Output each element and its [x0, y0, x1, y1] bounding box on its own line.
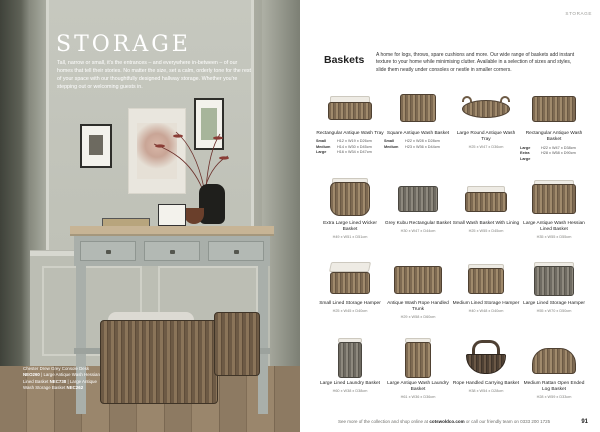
product-dimensions: H61 x W36 x D36cm — [400, 395, 436, 400]
basket-body — [405, 342, 431, 378]
product-dimensions: H30 x W47 x D44cm — [400, 228, 436, 233]
basket-body — [394, 266, 442, 294]
size-row — [316, 150, 384, 156]
product-name: Rectangular Antique Wash Basket — [525, 131, 583, 143]
size-row — [520, 151, 588, 162]
product-card[interactable] — [316, 86, 384, 156]
product-card[interactable] — [452, 256, 520, 314]
product-card[interactable] — [384, 336, 452, 401]
footer-text: See more of the collection and shop online at — [338, 419, 429, 424]
product-card[interactable] — [520, 86, 588, 162]
caption-item: Large Antique Wash Storage Basket — [23, 378, 97, 391]
drawer — [144, 241, 200, 261]
wicker-basket — [214, 312, 260, 376]
product-image — [526, 336, 582, 378]
product-dimensions: H40 x W48 x D40cm — [468, 308, 504, 313]
console-table-top — [70, 226, 274, 236]
product-dimensions: H25 x W47 x D36cm — [468, 145, 504, 150]
product-image — [322, 86, 378, 128]
product-name: Medium Rattan Open Ended Log Basket — [523, 381, 585, 393]
caption-code: NEC738 — [49, 378, 67, 384]
basket-handle — [462, 96, 472, 102]
picture-frame — [80, 124, 112, 168]
small-photo-frame — [158, 204, 186, 226]
caption-item: Large Antique Wash Hessian Lined Basket — [23, 372, 100, 384]
product-image — [458, 256, 514, 298]
console-table-drawers — [74, 236, 270, 266]
product-card[interactable] — [316, 256, 384, 314]
product-name: Large Antique Wash Laundry Basket — [387, 381, 449, 393]
size-value: H16 x W34 x D47cm — [337, 150, 372, 155]
page-footer — [338, 419, 550, 424]
product-dimensions: H25 x W45 x D40cm — [332, 308, 368, 313]
basket-body — [534, 266, 574, 296]
wicker-basket-large — [100, 320, 218, 404]
caption-separator: | — [41, 372, 43, 378]
size-row — [384, 145, 452, 151]
size-value: H28 x W58 x D90cm — [541, 151, 576, 156]
basket-body — [398, 186, 438, 212]
size-label: Medium — [316, 144, 331, 149]
product-image — [526, 256, 582, 298]
size-label: Large — [316, 150, 327, 155]
product-card[interactable] — [520, 176, 588, 241]
product-card[interactable] — [384, 256, 452, 321]
size-label: Large — [520, 145, 531, 150]
drawer — [208, 241, 264, 261]
product-card[interactable] — [520, 336, 588, 401]
section-description: A home for logs, throws, spare cushions and more. Our wide range of baskets add instant texture to your home while minimising clutter. Available in a selection of sizes and styles, slide them neatly under consoles or nestle in smaller corners. — [376, 52, 575, 73]
caption-code: NEC262 — [66, 385, 84, 391]
caption-code: NEO260 — [23, 372, 40, 378]
product-name: Rope Handled Carrying Basket — [452, 381, 520, 386]
dried-stems-decor — [150, 130, 230, 190]
product-name: Square Antique Wash Basket — [386, 131, 450, 136]
basket-body — [465, 192, 507, 212]
product-name: Extra Large Lined Wicker Basket — [323, 221, 377, 233]
product-dimensions: H49 x W51 x D51cm — [332, 235, 368, 240]
product-card[interactable] — [316, 176, 384, 241]
size-label: Small — [384, 139, 395, 144]
product-image — [322, 256, 378, 298]
product-dimensions: H38 x W54 x D28cm — [468, 388, 504, 393]
product-dimensions: H25 x W55 x D45cm — [468, 228, 504, 233]
product-dimensions: H28 x W59 x D33cm — [536, 395, 572, 400]
basket-body — [328, 102, 372, 120]
size-table — [316, 139, 384, 156]
basket-body — [338, 342, 362, 378]
product-image — [526, 176, 582, 218]
product-name: Rectangular Antique Wash Tray — [316, 131, 384, 136]
basket-body — [330, 182, 370, 216]
size-label: Extra Large — [520, 151, 531, 161]
product-image — [322, 176, 378, 218]
footer-phone-text: or call our friendly team on 0333 200 1725 — [465, 419, 551, 424]
size-label: Medium — [384, 144, 399, 149]
page-title: STORAGE — [56, 32, 191, 57]
size-table — [384, 139, 452, 150]
product-name: Small Lined Storage Hamper — [319, 301, 381, 306]
basket-body — [532, 184, 576, 214]
product-image — [322, 336, 378, 378]
page-number: 91 — [581, 419, 588, 425]
product-card[interactable] — [452, 86, 520, 151]
product-card[interactable] — [520, 256, 588, 314]
product-name: Large Antique Wash Hessian Lined Basket — [523, 221, 585, 233]
product-name: Small Wash Basket With Lining — [452, 221, 520, 226]
product-card[interactable] — [452, 336, 520, 394]
product-image — [458, 176, 514, 218]
product-image — [390, 86, 446, 128]
product-image — [390, 336, 446, 378]
basket-body — [466, 354, 506, 374]
product-dimensions: H35 x W55 x D55cm — [536, 235, 572, 240]
size-value: H23 x W36 x D44cm — [405, 144, 440, 149]
product-name: Antique Wash Rope Handled Trunk — [387, 301, 449, 313]
product-dimensions: H29 x W58 x D60cm — [400, 315, 436, 320]
product-image — [458, 336, 514, 378]
product-name: Grey Kubu Rectangular Basket — [384, 221, 452, 226]
caption-item: Chester Drew Grey Console Desk — [23, 366, 90, 371]
basket-body — [400, 94, 436, 122]
product-image — [390, 256, 446, 298]
drawer — [80, 241, 136, 261]
basket-body — [532, 348, 576, 374]
product-name: Large Lined Storage Hamper — [523, 301, 585, 306]
size-value: H12 x W19 x D26cm — [337, 139, 372, 144]
basket-lid — [329, 262, 371, 272]
footer-link[interactable]: cotswoldco.com — [429, 419, 465, 424]
size-value: H22 x W28 x D28cm — [405, 139, 440, 144]
photo-caption — [23, 366, 105, 392]
basket-handle — [500, 96, 510, 102]
size-label: Small — [316, 139, 327, 144]
basket-body — [532, 96, 576, 122]
product-card[interactable] — [384, 86, 452, 150]
section-title: Baskets — [324, 54, 365, 66]
basket-body — [468, 268, 504, 294]
product-card[interactable] — [384, 176, 452, 234]
product-name: Large Round Antique Wash Tray — [456, 131, 516, 143]
product-grid — [314, 86, 586, 404]
product-card[interactable] — [452, 176, 520, 234]
product-image — [390, 176, 446, 218]
size-value: H22 x W47 x D38cm — [541, 145, 576, 150]
caption-separator: | — [67, 378, 69, 384]
product-card[interactable] — [316, 336, 384, 394]
size-value: H14 x W30 x D45cm — [337, 144, 372, 149]
product-dimensions: H55 x W70 x D50cm — [536, 308, 572, 313]
intro-paragraph: Tall, narrow or small, it's the entrances – and everywhere in-between – of our homes that tell their stories. No matter the size, set a calm, orderly tone for the rest of your space with our thoughtfully designed hallway storage. Whether you're stepping out or welcoming guests in. — [57, 60, 252, 90]
product-name: Medium Lined Storage Hamper — [452, 301, 520, 306]
basket-body — [462, 100, 510, 118]
table-leg — [76, 266, 86, 414]
basket-body — [330, 272, 370, 294]
product-name: Large Lined Laundry Basket — [319, 381, 380, 386]
product-image — [458, 86, 514, 128]
size-table — [520, 146, 588, 163]
product-image — [526, 86, 582, 128]
catalog-page — [300, 0, 600, 432]
running-head: STORAGE — [565, 11, 592, 16]
product-dimensions: H60 x W38 x D38cm — [332, 388, 368, 393]
